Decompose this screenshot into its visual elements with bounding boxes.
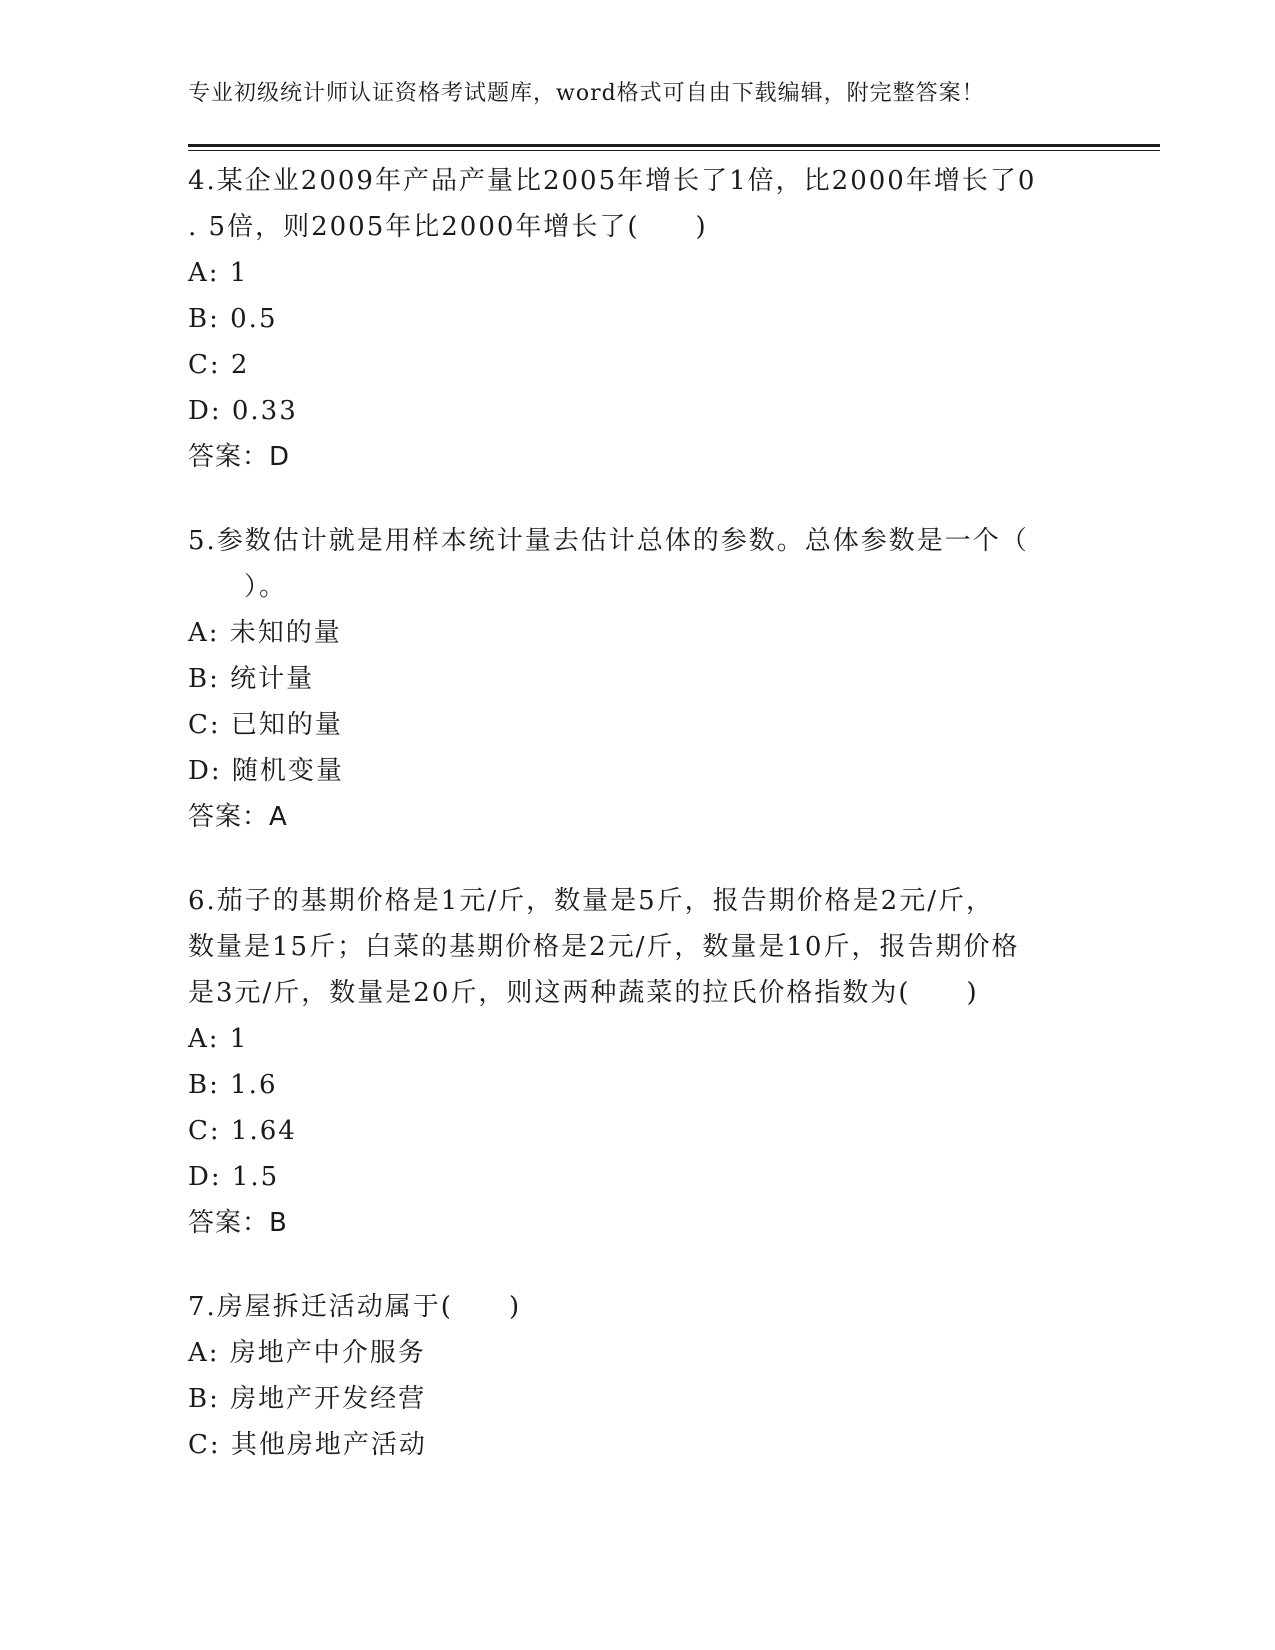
header-rule-thick <box>188 144 1160 147</box>
question-6 <box>188 878 1088 1246</box>
question-stem-line: 5.参数估计就是用样本统计量去估计总体的参数。总体参数是一个（ <box>188 526 1029 556</box>
option-a: A: 1 <box>188 258 249 288</box>
option-b: B: 0.5 <box>188 304 278 334</box>
question-list <box>188 158 1088 1506</box>
option-c: C: 已知的量 <box>188 710 343 740</box>
option-b: B: 房地产开发经营 <box>188 1384 427 1414</box>
question-stem-line: 6.茄子的基期价格是1元/斤，数量是5斤，报告期价格是2元/斤， <box>188 886 994 916</box>
option-d: D: 1.5 <box>188 1162 280 1192</box>
answer-key: 答案：D <box>188 442 291 472</box>
question-stem-line: ）。 <box>188 572 288 602</box>
question-stem-line: 7.房屋拆迁活动属于( ) <box>188 1292 522 1322</box>
question-stem-line: 数量是15斤；白菜的基期价格是2元/斤，数量是10斤，报告期价格 <box>188 932 1020 962</box>
option-a: A: 未知的量 <box>188 618 342 648</box>
option-c: C: 1.64 <box>188 1116 297 1146</box>
option-d: D: 0.33 <box>188 396 298 426</box>
header-rule-thin <box>188 150 1160 151</box>
option-c: C: 其他房地产活动 <box>188 1430 427 1460</box>
question-5 <box>188 518 1088 840</box>
option-a: A: 房地产中介服务 <box>188 1338 426 1368</box>
question-stem-line: 4.某企业2009年产品产量比2005年增长了1倍，比2000年增长了0 <box>188 166 1037 196</box>
option-b: B: 1.6 <box>188 1070 278 1100</box>
option-b: B: 统计量 <box>188 664 315 694</box>
option-c: C: 2 <box>188 350 250 380</box>
page-header: 专业初级统计师认证资格考试题库，word格式可自由下载编辑，附完整答案！ <box>188 81 985 106</box>
option-d: D: 随机变量 <box>188 756 344 786</box>
question-7 <box>188 1284 1088 1468</box>
question-stem-line: . 5倍，则2005年比2000年增长了( ) <box>188 212 708 242</box>
answer-key: 答案：A <box>188 802 288 832</box>
question-4 <box>188 158 1088 480</box>
question-stem-line: 是3元/斤，数量是20斤，则这两种蔬菜的拉氏价格指数为( ) <box>188 978 979 1008</box>
answer-key: 答案：B <box>188 1208 288 1238</box>
option-a: A: 1 <box>188 1024 249 1054</box>
